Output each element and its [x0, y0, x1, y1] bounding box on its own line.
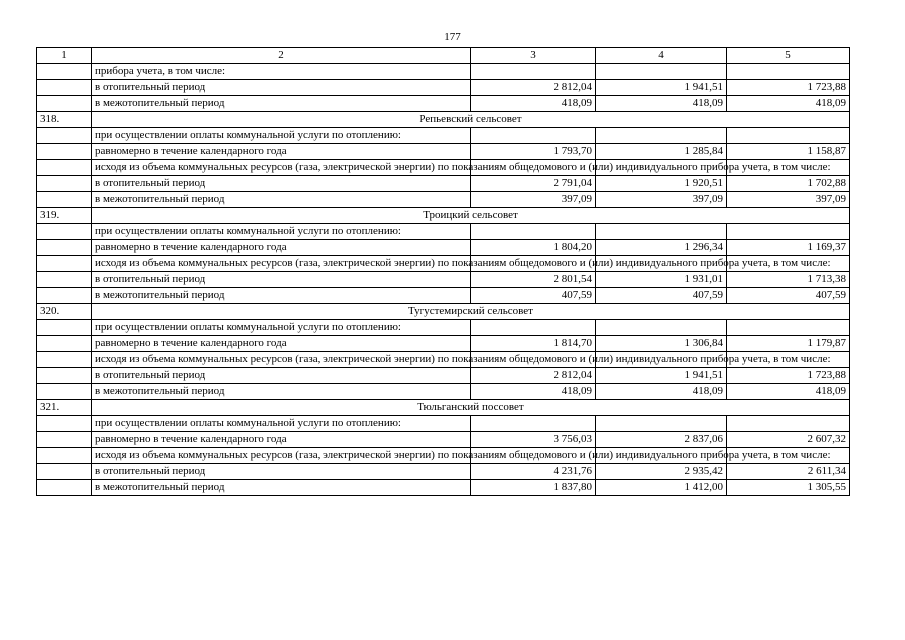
- value-cell: 1 814,70: [471, 336, 596, 352]
- table-row: [37, 416, 850, 432]
- row-number-cell: [37, 464, 92, 480]
- value-cell: 407,59: [596, 288, 727, 304]
- row-number-cell: [37, 352, 92, 368]
- section-title: Тюльганский поссовет: [92, 400, 850, 416]
- header-cell: 4: [596, 48, 727, 64]
- table-row: [37, 256, 850, 272]
- tariff-table: [36, 47, 850, 496]
- row-number-cell: [37, 144, 92, 160]
- value-cell: [471, 128, 596, 144]
- section-row: [37, 112, 850, 128]
- page-number: 177: [444, 31, 461, 43]
- value-cell: 418,09: [727, 384, 850, 400]
- row-number-cell: [37, 128, 92, 144]
- row-label: в межотопительный период: [92, 192, 471, 208]
- section-number: 319.: [37, 208, 92, 224]
- row-number-cell: [37, 336, 92, 352]
- row-number-cell: [37, 480, 92, 496]
- value-cell: 2 611,34: [727, 464, 850, 480]
- value-cell: [727, 416, 850, 432]
- value-cell: 418,09: [596, 96, 727, 112]
- value-cell: 1 941,51: [596, 80, 727, 96]
- table-row: [37, 352, 850, 368]
- value-cell: 1 158,87: [727, 144, 850, 160]
- row-number-cell: [37, 384, 92, 400]
- row-label: исходя из объема коммунальных ресурсов (газа, электрической энергии) по показаниям общедомового и (или) индивидуального прибора учета, в том числе:: [92, 352, 471, 368]
- table-row: [37, 128, 850, 144]
- value-cell: [727, 320, 850, 336]
- header-cell: 1: [37, 48, 92, 64]
- row-label: равномерно в течение календарного года: [92, 432, 471, 448]
- value-cell: 4 231,76: [471, 464, 596, 480]
- table-row: [37, 80, 850, 96]
- row-number-cell: [37, 80, 92, 96]
- value-cell: 397,09: [596, 192, 727, 208]
- row-number-cell: [37, 240, 92, 256]
- row-label: в отопительный период: [92, 80, 471, 96]
- table-header-row: [37, 48, 850, 64]
- table-row: [37, 192, 850, 208]
- table-row: [37, 464, 850, 480]
- row-label: при осуществлении оплаты коммунальной услуги по отоплению:: [92, 416, 471, 432]
- value-cell: 1 285,84: [596, 144, 727, 160]
- value-cell: 1 804,20: [471, 240, 596, 256]
- table-row: [37, 320, 850, 336]
- value-cell: 1 713,38: [727, 272, 850, 288]
- value-cell: [596, 128, 727, 144]
- table-row: [37, 448, 850, 464]
- section-row: [37, 304, 850, 320]
- table-row: [37, 480, 850, 496]
- row-number-cell: [37, 64, 92, 80]
- row-label: в межотопительный период: [92, 288, 471, 304]
- value-cell: 1 412,00: [596, 480, 727, 496]
- row-number-cell: [37, 416, 92, 432]
- value-cell: 418,09: [471, 96, 596, 112]
- value-cell: 418,09: [727, 96, 850, 112]
- table-row: [37, 176, 850, 192]
- value-cell: 1 306,84: [596, 336, 727, 352]
- section-row: [37, 400, 850, 416]
- table-row: [37, 96, 850, 112]
- value-cell: 418,09: [471, 384, 596, 400]
- table-row: [37, 384, 850, 400]
- value-cell: [471, 64, 596, 80]
- value-cell: 1 169,37: [727, 240, 850, 256]
- table-row: [37, 160, 850, 176]
- value-cell: 2 812,04: [471, 80, 596, 96]
- value-cell: 1 920,51: [596, 176, 727, 192]
- row-label: в отопительный период: [92, 176, 471, 192]
- value-cell: 397,09: [471, 192, 596, 208]
- table-row: [37, 144, 850, 160]
- row-number-cell: [37, 96, 92, 112]
- value-cell: 2 791,04: [471, 176, 596, 192]
- section-number: 320.: [37, 304, 92, 320]
- value-cell: 1 941,51: [596, 368, 727, 384]
- value-cell: 1 723,88: [727, 368, 850, 384]
- section-title: Репьевский сельсовет: [92, 112, 850, 128]
- row-number-cell: [37, 224, 92, 240]
- value-cell: 2 812,04: [471, 368, 596, 384]
- row-label: при осуществлении оплаты коммунальной услуги по отоплению:: [92, 128, 471, 144]
- value-cell: [727, 128, 850, 144]
- row-label: в межотопительный период: [92, 384, 471, 400]
- table-row: [37, 64, 850, 80]
- value-cell: 1 931,01: [596, 272, 727, 288]
- row-label: при осуществлении оплаты коммунальной услуги по отоплению:: [92, 224, 471, 240]
- row-label: равномерно в течение календарного года: [92, 144, 471, 160]
- table-row: [37, 432, 850, 448]
- row-number-cell: [37, 256, 92, 272]
- value-cell: [471, 320, 596, 336]
- value-cell: 3 756,03: [471, 432, 596, 448]
- value-cell: [596, 416, 727, 432]
- value-cell: 2 935,42: [596, 464, 727, 480]
- value-cell: [596, 224, 727, 240]
- section-number: 321.: [37, 400, 92, 416]
- value-cell: [596, 64, 727, 80]
- section-number: 318.: [37, 112, 92, 128]
- value-cell: [471, 224, 596, 240]
- row-label: в отопительный период: [92, 368, 471, 384]
- header-cell: 2: [92, 48, 471, 64]
- table-row: [37, 240, 850, 256]
- row-number-cell: [37, 448, 92, 464]
- table-row: [37, 288, 850, 304]
- value-cell: 1 179,87: [727, 336, 850, 352]
- value-cell: [727, 224, 850, 240]
- value-cell: 407,59: [471, 288, 596, 304]
- section-title: Троицкий сельсовет: [92, 208, 850, 224]
- row-label: прибора учета, в том числе:: [92, 64, 471, 80]
- row-label: в отопительный период: [92, 272, 471, 288]
- header-cell: 5: [727, 48, 850, 64]
- value-cell: 1 296,34: [596, 240, 727, 256]
- row-number-cell: [37, 288, 92, 304]
- table-row: [37, 272, 850, 288]
- row-number-cell: [37, 176, 92, 192]
- value-cell: 2 801,54: [471, 272, 596, 288]
- value-cell: 1 723,88: [727, 80, 850, 96]
- row-number-cell: [37, 160, 92, 176]
- section-row: [37, 208, 850, 224]
- value-cell: 2 607,32: [727, 432, 850, 448]
- row-label: равномерно в течение календарного года: [92, 240, 471, 256]
- value-cell: [471, 416, 596, 432]
- section-title: Тугустемирский сельсовет: [92, 304, 850, 320]
- table-row: [37, 224, 850, 240]
- row-label: исходя из объема коммунальных ресурсов (газа, электрической энергии) по показаниям общедомового и (или) индивидуального прибора учета, в том числе:: [92, 160, 471, 176]
- value-cell: [727, 64, 850, 80]
- row-label: в межотопительный период: [92, 96, 471, 112]
- value-cell: 2 837,06: [596, 432, 727, 448]
- tariff-table-body: [37, 48, 850, 496]
- value-cell: 418,09: [596, 384, 727, 400]
- row-label: при осуществлении оплаты коммунальной услуги по отоплению:: [92, 320, 471, 336]
- header-cell: 3: [471, 48, 596, 64]
- value-cell: 1 793,70: [471, 144, 596, 160]
- row-label: в отопительный период: [92, 464, 471, 480]
- row-number-cell: [37, 432, 92, 448]
- table-row: [37, 368, 850, 384]
- row-label: исходя из объема коммунальных ресурсов (газа, электрической энергии) по показаниям общедомового и (или) индивидуального прибора учета, в том числе:: [92, 256, 471, 272]
- row-label: равномерно в течение календарного года: [92, 336, 471, 352]
- table-row: [37, 336, 850, 352]
- row-label: исходя из объема коммунальных ресурсов (газа, электрической энергии) по показаниям общедомового и (или) индивидуального прибора учета, в том числе:: [92, 448, 471, 464]
- value-cell: 407,59: [727, 288, 850, 304]
- value-cell: 1 702,88: [727, 176, 850, 192]
- value-cell: 1 305,55: [727, 480, 850, 496]
- row-number-cell: [37, 368, 92, 384]
- row-number-cell: [37, 272, 92, 288]
- value-cell: 1 837,80: [471, 480, 596, 496]
- value-cell: [596, 320, 727, 336]
- value-cell: 397,09: [727, 192, 850, 208]
- row-number-cell: [37, 192, 92, 208]
- row-number-cell: [37, 320, 92, 336]
- row-label: в межотопительный период: [92, 480, 471, 496]
